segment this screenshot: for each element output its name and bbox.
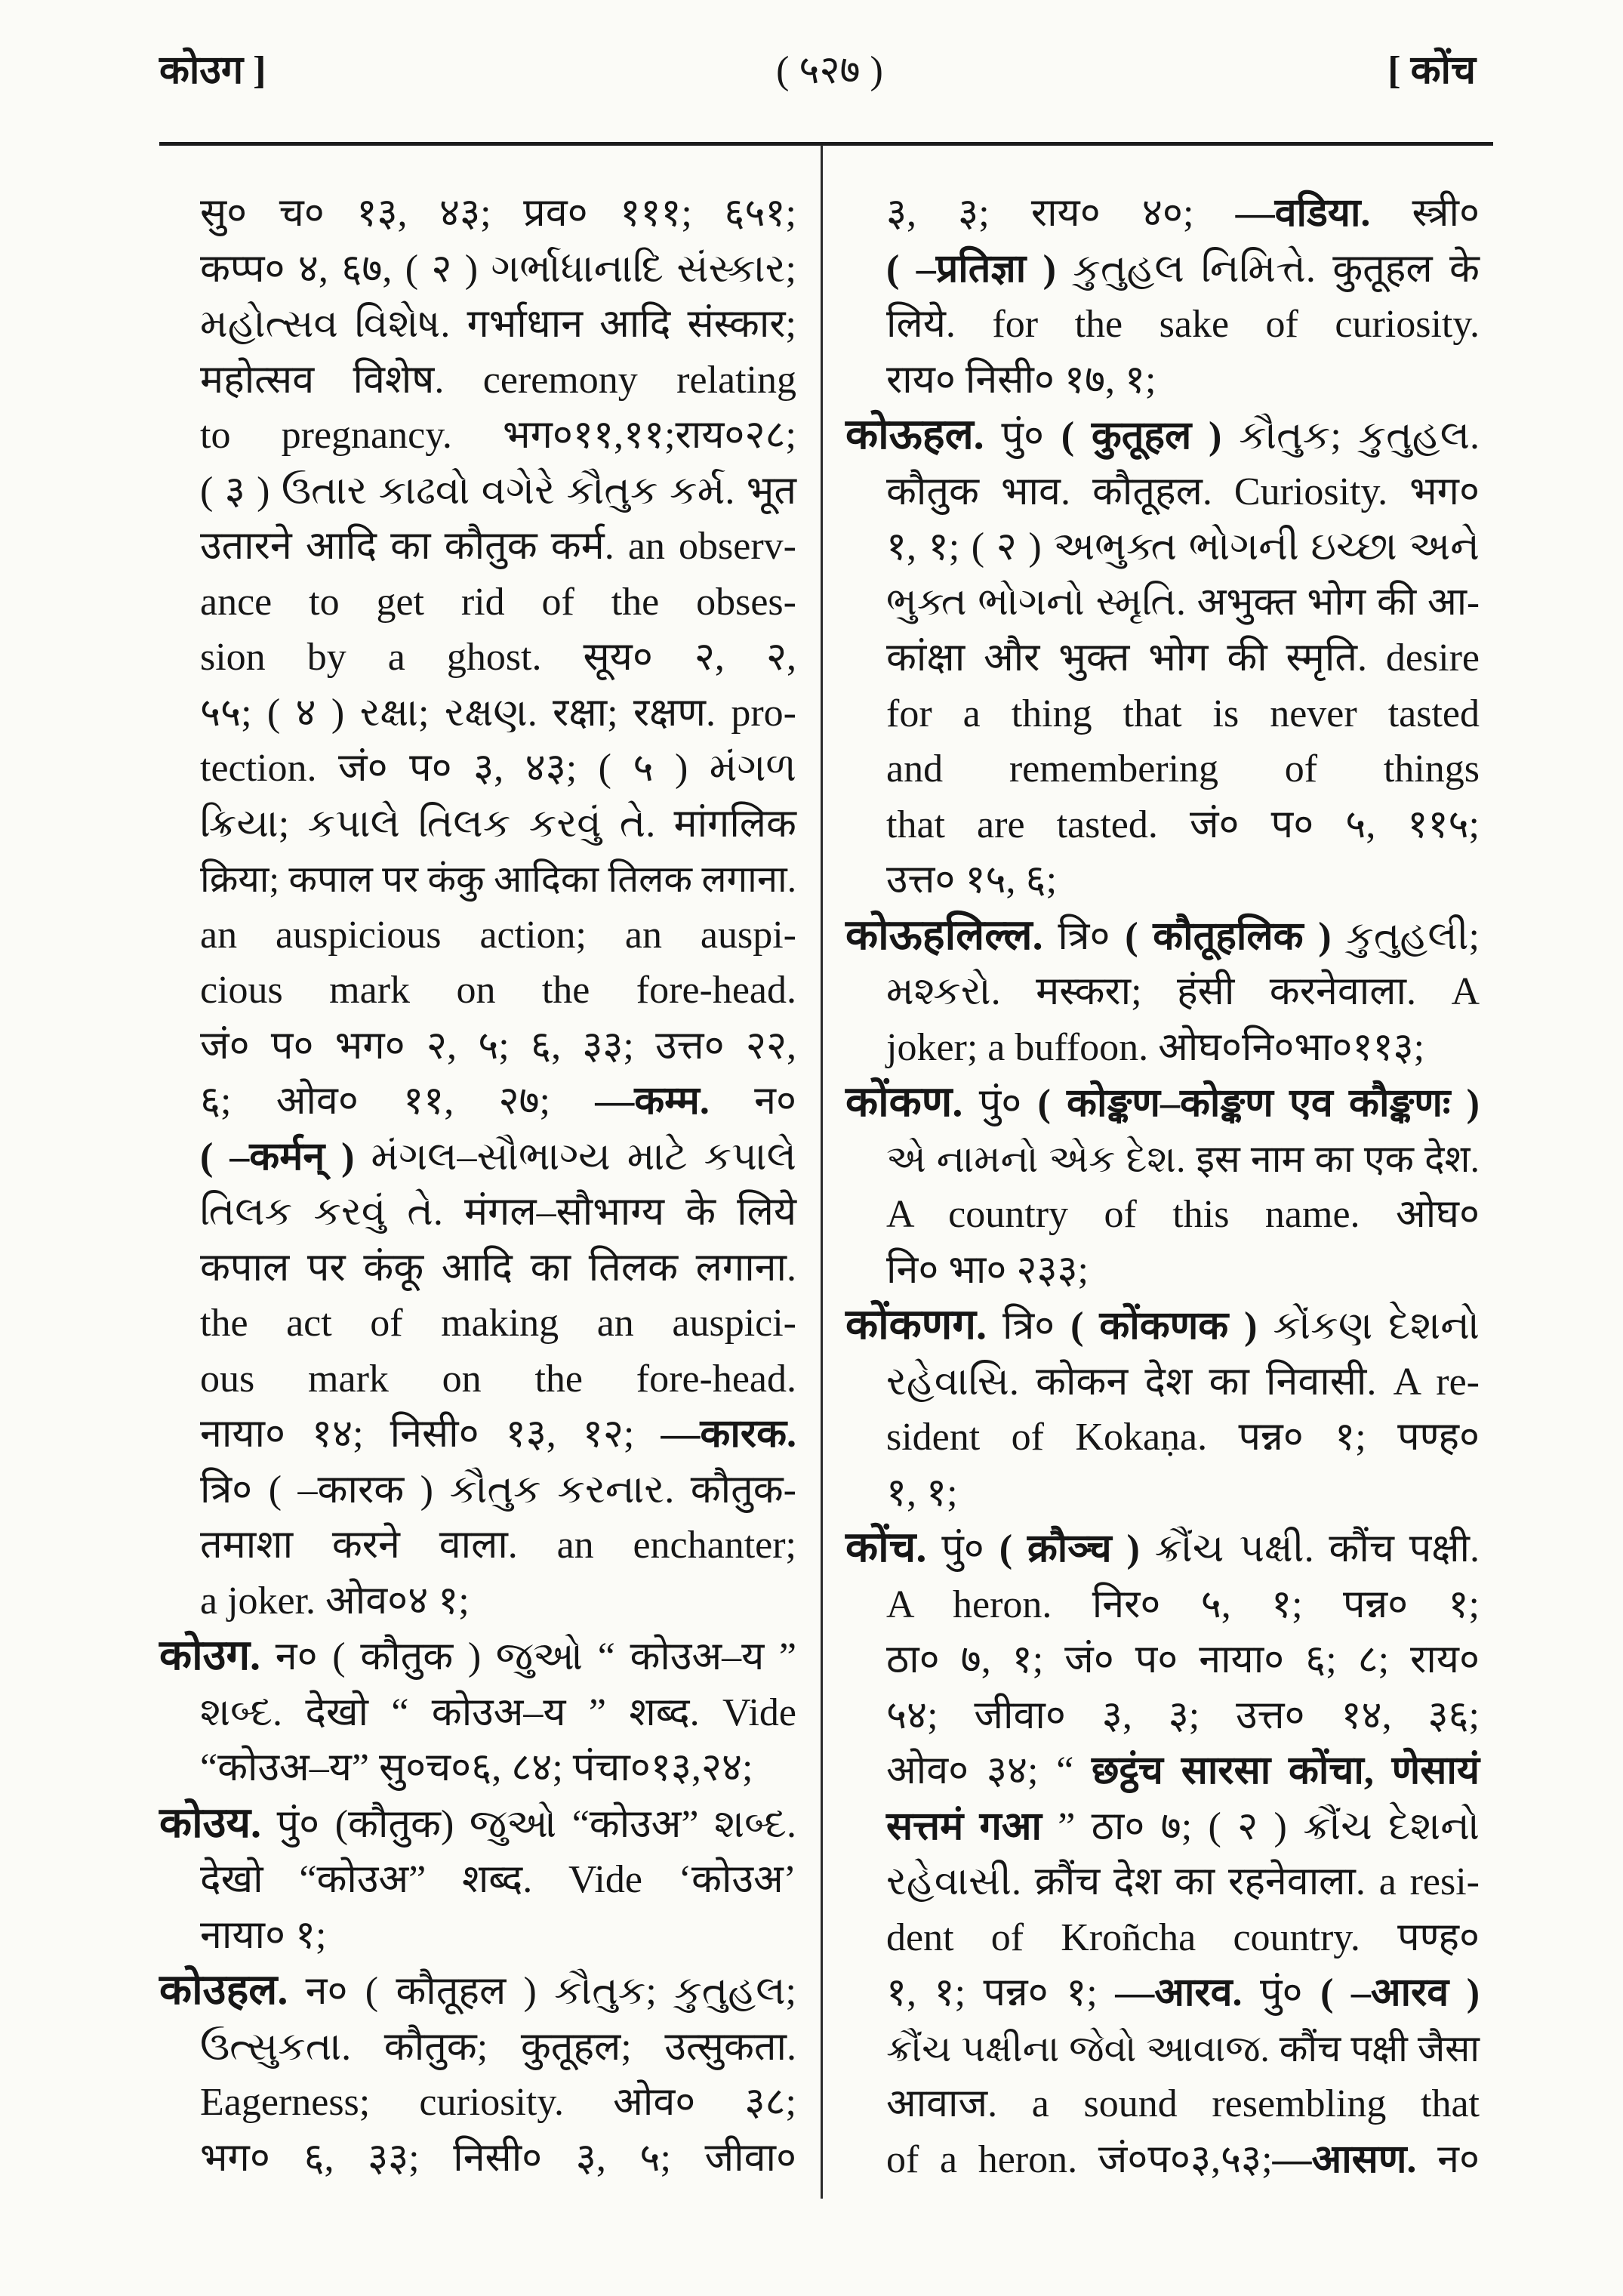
- text-line: [845, 186, 1480, 242]
- line-text: क्रिया; कपाल पर कंकु आदिका तिलक लगाना.: [200, 858, 796, 900]
- text-line: [845, 408, 1480, 464]
- subentry: ( कोंकणक ): [1070, 1305, 1258, 1348]
- line-text: ठा० ७, १; जं० प० नाया० ६; ८; राय०: [886, 1638, 1480, 1681]
- subentry: सत्तमं गआ: [886, 1804, 1042, 1848]
- line-text: महोत्सव विशेष. ceremony relating: [200, 358, 796, 402]
- line-text: A heron. निर० ५, १; पन्न० १;: [886, 1583, 1480, 1626]
- entry-continuation: [845, 186, 1480, 408]
- line-text: sident of Kokaṇa. पन्न० १; पण्ह०: [886, 1416, 1480, 1459]
- line-text: a joker. ओव०४ १;: [200, 1579, 470, 1623]
- line-text: “कोउअ–य” सु०च०६, ८४; पंचा०१३,२४;: [200, 1746, 753, 1789]
- text-line: [845, 1243, 1480, 1299]
- line-text: आवाज. a sound resembling that: [886, 2082, 1480, 2125]
- text-line: [159, 741, 796, 797]
- line-text: to pregnancy. भग०११,११;राय०२८;: [200, 414, 796, 457]
- text-line: [845, 1132, 1480, 1188]
- text-line: [159, 464, 796, 519]
- line-text: नि० भा० २३३;: [886, 1248, 1089, 1292]
- subentry: —वडिया.: [1235, 192, 1371, 235]
- subentry: ( कौतूहलिक ): [1125, 914, 1332, 958]
- text-line: [159, 2131, 796, 2187]
- text-line: [159, 2075, 796, 2131]
- line-text: tection. जं० प० ३, ४३; ( ५ ) મંગળ: [200, 747, 796, 790]
- text-line: [159, 1740, 796, 1796]
- headword: कोंकणग.: [845, 1302, 987, 1348]
- text-line: [845, 1020, 1480, 1076]
- text-line: [159, 1019, 796, 1074]
- text-line: [845, 1965, 1480, 2021]
- line-text: કૌતુક; કુતુહલ.: [1221, 415, 1480, 458]
- line-text: ५५; ( ४ ) રક્ષા; રક્ષણ. रक्षा; रक्षण. pro-: [200, 691, 796, 735]
- line-text: राय० निसी० १७, १;: [886, 358, 1156, 402]
- dictionary-entry: [845, 408, 1480, 908]
- text-line: [845, 1410, 1480, 1465]
- text-line: [845, 464, 1480, 520]
- text-line: [845, 2132, 1480, 2188]
- line-text: कांक्षा और भुक्त भोग की स्मृति. desire: [886, 636, 1480, 680]
- line-text: ( ३ ) ઉતાર કાઢવો વગેરે કૌતુક કર્મ. भूत: [200, 469, 796, 513]
- line-text: पुं०: [984, 415, 1061, 458]
- subentry: ( –प्रतिज्ञा ): [886, 247, 1056, 291]
- text-line: [159, 1685, 796, 1741]
- text-line: [159, 1296, 796, 1351]
- line-text: सु० च० १३, ४३; प्रव० १११; ६५१;: [200, 192, 796, 235]
- text-line: [845, 2021, 1480, 2077]
- line-text: joker; a buffoon. ओघ०नि०भा०११३;: [886, 1025, 1425, 1069]
- right-column: [845, 186, 1480, 2187]
- line-text: ५४; जीवा० ३, ३; उत्त० १४, ३६;: [886, 1693, 1480, 1737]
- left-column: [159, 186, 796, 2186]
- subentry: —आसण.: [1272, 2137, 1417, 2181]
- line-text: શબ્દ. देखो “ कोउअ–य ” शब्द. Vide: [200, 1690, 796, 1734]
- line-text: पुं०: [962, 1082, 1038, 1125]
- text-line: [845, 1298, 1480, 1354]
- subentry: —आरव.: [1115, 1971, 1243, 2014]
- text-line: [845, 1354, 1480, 1410]
- column-divider: [821, 145, 823, 2199]
- text-line: [845, 519, 1480, 575]
- headword: कोउग.: [159, 1632, 261, 1679]
- line-text: कौतुक भाव. कौतूहल. Curiosity. भग०: [886, 470, 1480, 513]
- text-line: [845, 2076, 1480, 2132]
- line-text: and remembering of things: [886, 747, 1480, 791]
- line-text: उत्त० १५, ६;: [886, 858, 1058, 901]
- headword: कोउहल.: [159, 1967, 288, 2014]
- line-text: cious mark on the fore-head.: [200, 969, 796, 1012]
- line-text: न०: [1416, 2137, 1480, 2181]
- text-line: [159, 797, 796, 852]
- line-text: त्रि० ( –कारक ) કૌતુક કરનાર. कौतुक-: [200, 1468, 796, 1512]
- line-text: ३, ३; राय० ४०;: [886, 192, 1236, 235]
- text-line: [159, 1130, 796, 1185]
- text-line: [159, 1407, 796, 1462]
- text-line: [845, 630, 1480, 686]
- text-line: [845, 1688, 1480, 1744]
- line-text: કોંકણ દેશનો: [1257, 1305, 1480, 1348]
- line-text: त्रि०: [1042, 914, 1126, 958]
- line-text: of a heron. जं०प०३,५३;: [886, 2137, 1273, 2181]
- text-line: [845, 964, 1480, 1020]
- line-text: स्त्री०: [1370, 192, 1480, 235]
- line-text: મહોત્સવ વિશેષ. गर्भाधान आदि संस्कार;: [200, 303, 796, 346]
- headword: कोउय.: [159, 1799, 262, 1847]
- dictionary-entry: [159, 1796, 796, 1964]
- line-text: उतारने आदि का कौतुक कर्म. an observ-: [200, 525, 796, 568]
- text-line: [845, 797, 1480, 853]
- text-line: [159, 908, 796, 963]
- line-text: મશ્કરો. मस्करा; हंसी करनेवाला. A: [886, 970, 1480, 1013]
- subentry: ( कुतूहल ): [1061, 415, 1222, 458]
- text-line: [845, 686, 1480, 742]
- line-text: ance to get rid of the obses-: [200, 580, 796, 624]
- text-line: [159, 1185, 796, 1240]
- line-text: कप्प० ४, ६७, ( २ ) ગર્ભાધાનાદિ સંસ્કાર;: [200, 247, 796, 291]
- text-line: [159, 686, 796, 741]
- line-text: ક્રૌંચ પક્ષી. कौंच पक्षी.: [1139, 1527, 1480, 1570]
- text-line: [845, 1465, 1480, 1521]
- text-line: [159, 575, 796, 630]
- line-text: ous mark on the fore-head.: [200, 1357, 796, 1401]
- header-rule: [159, 142, 1493, 146]
- line-text: नाया० १;: [200, 1913, 327, 1957]
- text-line: [845, 575, 1480, 631]
- text-line: [845, 1075, 1480, 1132]
- text-line: [845, 1577, 1480, 1633]
- line-text: sion by a ghost. सूय० २, २,: [200, 636, 796, 679]
- text-line: [159, 2020, 796, 2076]
- subentry: —कम्म.: [595, 1080, 710, 1123]
- running-head-right: [ कोंच: [1387, 49, 1476, 92]
- line-text: કુતુહલી;: [1331, 914, 1480, 958]
- text-line: [845, 1799, 1480, 1855]
- text-line: [159, 1240, 796, 1296]
- line-text: an auspicious action; an auspi-: [200, 913, 796, 957]
- line-text: A country of this name. ओघ०: [886, 1193, 1480, 1236]
- text-line: [159, 1796, 796, 1853]
- text-line: [845, 1910, 1480, 1966]
- text-line: [159, 1074, 796, 1130]
- text-line: [159, 353, 796, 408]
- subentry: ( –आरव ): [1320, 1971, 1480, 2014]
- line-text: १, १;: [886, 1471, 958, 1515]
- text-line: [845, 852, 1480, 908]
- line-text: for a thing that is never tasted: [886, 692, 1480, 735]
- text-line: [159, 242, 796, 297]
- text-line: [159, 963, 796, 1019]
- line-text: न० ( कौतूहल ) કૌતુક; કુતુહલ;: [288, 1970, 796, 2013]
- line-text: ” ठा० ७; ( २ ) ક્રૌંચ દેશનો: [1041, 1804, 1480, 1848]
- text-line: [159, 519, 796, 575]
- text-line: [159, 1518, 796, 1573]
- dictionary-entry: [845, 1075, 1480, 1298]
- line-text: કુતુહલ નિમિત્તે. कुतूहल के: [1055, 247, 1480, 291]
- subentry: ( कोङ्कण–कोङ्कण एव कौङ्कणः ): [1037, 1082, 1480, 1125]
- line-text: that are tasted. जं० प० ५, ११५;: [886, 803, 1480, 846]
- text-line: [845, 1854, 1480, 1910]
- headword: कोऊहल.: [845, 411, 984, 458]
- line-text: तमाशा करने वाला. an enchanter;: [200, 1524, 796, 1567]
- line-text: पुं०: [926, 1527, 999, 1570]
- text-line: [159, 186, 796, 242]
- line-text: न०: [709, 1080, 796, 1123]
- line-text: लिये. for the sake of curiosity.: [886, 303, 1480, 346]
- subentry: छट्ठंच सारसा कोंचा, णेसायं: [1092, 1749, 1480, 1792]
- running-head-left: कोउग ]: [159, 49, 266, 92]
- headword: कोंकण.: [845, 1079, 963, 1126]
- line-text: dent of Kroñcha country. पण्ह०: [886, 1915, 1480, 1959]
- text-line: [845, 741, 1480, 797]
- line-text: कपाल पर कंकू आदि का तिलक लगाना.: [200, 1246, 796, 1290]
- entry-continuation: [159, 186, 796, 1629]
- text-line: [845, 353, 1480, 408]
- text-line: [159, 852, 796, 908]
- line-text: नाया० १४; निसी० १३, १२;: [200, 1413, 661, 1456]
- text-line: [845, 297, 1480, 353]
- text-line: [159, 1629, 796, 1685]
- text-line: [845, 1632, 1480, 1688]
- text-line: [845, 242, 1480, 297]
- line-text: ક્રૌંચ પક્ષીના જેવો આવાજ. कौंच पक्षी जैसा: [886, 2027, 1480, 2069]
- headword: कोंच.: [845, 1524, 927, 1571]
- line-text: Eagerness; curiosity. ओव० ३८;: [200, 2081, 796, 2124]
- text-line: [159, 1963, 796, 2020]
- line-text: ઉત્સુકતા. कौतुक; कुतूहल; उत्सुकता.: [200, 2025, 796, 2069]
- line-text: ६; ओव० ११, २७;: [200, 1080, 596, 1123]
- text-line: [845, 1743, 1480, 1799]
- dictionary-entry: [159, 1963, 796, 2186]
- text-line: [845, 908, 1480, 965]
- text-line: [159, 630, 796, 686]
- line-text: તિલક કરવું તે. मंगल–सौभाग्य के लिये: [200, 1191, 796, 1234]
- line-text: રહેવાસિ. कोकन देश का निवासी. A re-: [886, 1360, 1480, 1404]
- line-text: રહેવાસી. क्रौंच देश का रहनेवाला. a resi-: [886, 1860, 1480, 1903]
- dictionary-entry: [845, 908, 1480, 1076]
- line-text: न० ( कौतुक ) જુઓ “ कोउअ–य ”: [260, 1635, 796, 1678]
- dictionary-entry: [845, 1298, 1480, 1521]
- line-text: એ નામનો એક દેશ. इस नाम का एक देश.: [886, 1137, 1480, 1180]
- page-number: ( ५२७ ): [776, 49, 883, 92]
- text-line: [159, 1573, 796, 1629]
- dictionary-entry: [159, 1629, 796, 1796]
- line-text: देखो “कोउअ” शब्द. Vide ‘कोउअ’: [200, 1858, 796, 1901]
- line-text: ओव० ३४; “: [886, 1749, 1092, 1792]
- text-line: [159, 1908, 796, 1964]
- headword: कोऊहलिल्ल.: [845, 911, 1043, 959]
- line-text: १, १; पन्न० १;: [886, 1971, 1116, 2014]
- dictionary-entry: [845, 1521, 1480, 2187]
- text-line: [159, 1351, 796, 1407]
- line-text: त्रि०: [987, 1305, 1071, 1348]
- text-line: [159, 1462, 796, 1518]
- subentry: ( –कर्मन् ): [200, 1135, 355, 1179]
- text-line: [159, 297, 796, 353]
- line-text: મંગલ–સૌભાગ્ય માટે કપાલે: [354, 1135, 796, 1179]
- line-text: १, १; ( २ ) અભુક્ત ભોગની ઇચ્છા અને: [886, 525, 1480, 569]
- text-line: [159, 1852, 796, 1908]
- line-text: जं० प० भग० २, ५; ६, ३३; उत्त० २२,: [200, 1024, 796, 1068]
- line-text: the act of making an auspici-: [200, 1302, 796, 1345]
- line-text: ભુક્ત ભોગનો સ્મૃતિ. अभुक्त भोग की आ-: [886, 581, 1480, 624]
- line-text: भग० ६, ३३; निसी० ३, ५; जीवा०: [200, 2136, 796, 2180]
- subentry: —कारक.: [661, 1413, 796, 1456]
- line-text: पुं० (कौतुक) જુઓ “कोउअ” શબ્દ.: [261, 1802, 796, 1846]
- text-line: [845, 1187, 1480, 1243]
- text-line: [159, 408, 796, 464]
- line-text: ક્રિયા; કપાલે તિલક કરવું તે. मांगलिक: [200, 802, 796, 846]
- text-line: [845, 1521, 1480, 1577]
- subentry: ( क्रौञ्च ): [999, 1527, 1140, 1570]
- line-text: पुं०: [1242, 1971, 1321, 2014]
